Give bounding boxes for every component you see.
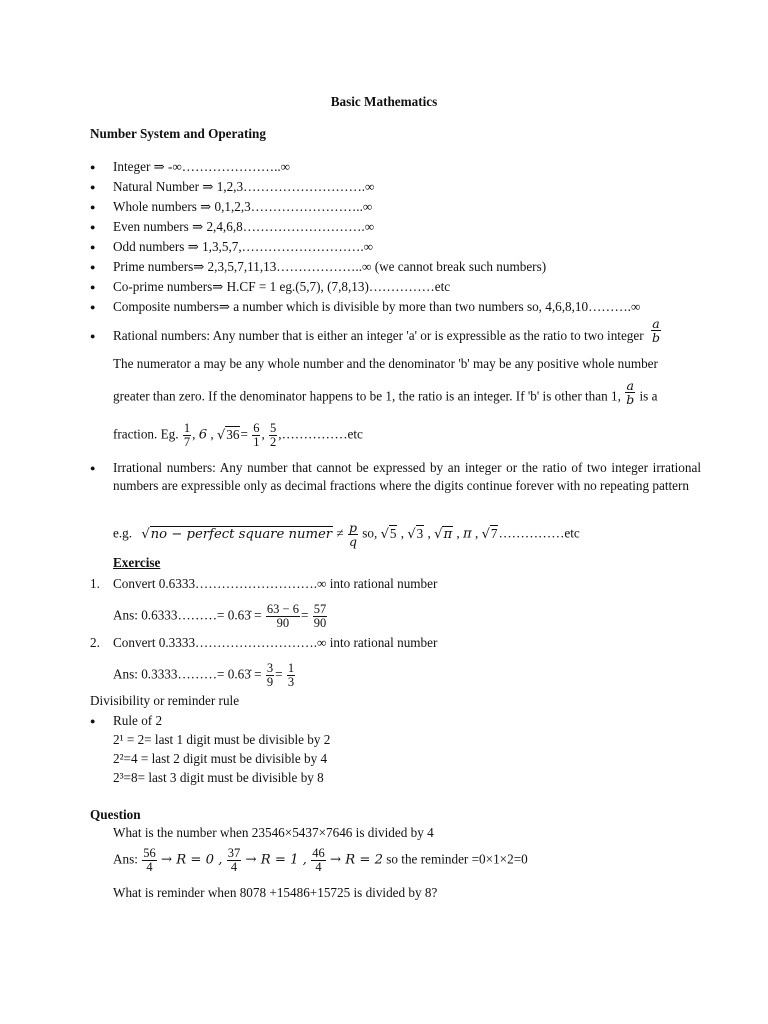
numerator: 46: [312, 846, 325, 860]
section-heading: Number System and Operating: [90, 126, 266, 141]
denominator: b: [626, 392, 635, 408]
irrational-paragraph: Irrational numbers: Any number that cannot be expressed by an integer or the ratio of two integer irrational numbers are expressible only as decimal fractions where the digits continue forever with no repeating pattern: [113, 460, 701, 493]
divisibility-heading: Divisibility or reminder rule: [90, 693, 240, 708]
rational-text: greater than zero. If the denominator happens to be 1, the ratio is an integer. If 'b' is other than 1,: [113, 388, 621, 404]
rational-line-4: fraction. Eg. $\frac{1}{7}$ , 6 , √36= $\frac{6}{1}$ , $\frac{5}{2}$ ,……………etc: [113, 421, 363, 450]
bullet-natural: Natural Number ⇒ 1,2,3……………………….∞: [113, 179, 375, 194]
exercise-number-2: 2.: [90, 635, 100, 650]
fraction-1-7: $\frac{1}{7}$: [183, 421, 191, 450]
bullet-icon: ●: [90, 331, 96, 341]
fraction: [313, 603, 328, 630]
numerator: 1: [287, 661, 295, 675]
question-1-answer: [113, 847, 528, 874]
exercise-answer-1: Ans: 0.6333………= 0.63̇ = $\frac{63 - 6}{90}$ = $\frac{57}{90}$: [113, 602, 327, 631]
bullet-whole: Whole numbers ⇒ 0,1,2,3……………………..∞: [113, 199, 373, 214]
numerator: a: [626, 378, 634, 393]
exercise-heading: Exercise: [113, 555, 161, 570]
rational-text: is a: [639, 388, 658, 404]
answer-tail: so the reminder =0×1×2=0: [386, 851, 528, 867]
numerator: 37: [227, 846, 241, 860]
answer-text: Ans: 0.3333………= 0.63: [113, 666, 251, 682]
irrational-example: e.g. √no − perfect square numer ≠ $\frac{p}{q}$ so, √5 , √3 , √π , π , √7……………etc: [113, 520, 580, 550]
denominator: 90: [266, 616, 300, 630]
rational-text: ,……………etc: [278, 426, 363, 442]
fraction-6-1: $\frac{6}{1}$: [253, 421, 260, 450]
denominator: 3: [287, 675, 295, 690]
bullet-icon: ●: [90, 302, 96, 312]
fraction-a-b: [625, 379, 635, 406]
rule-of-2: Rule of 2: [113, 713, 163, 728]
bullet-icon: ●: [90, 242, 96, 252]
not-equal-sign: ≠: [336, 525, 344, 541]
sqrt-36: √36: [216, 426, 240, 443]
bullet-icon: ●: [90, 262, 96, 272]
so-label: so,: [362, 525, 378, 541]
answer-label: Ans:: [113, 851, 138, 867]
sqrt-expression: √no − perfect square numer: [141, 526, 333, 542]
question-heading: Question: [90, 807, 141, 822]
rule-line-1: 2¹ = 2= last 1 digit must be divisible by 2: [113, 732, 331, 747]
question-2: What is reminder when 8078 +15486+15725 is divided by 8?: [113, 885, 438, 900]
fraction: [266, 603, 300, 630]
bullet-icon: ●: [90, 282, 96, 292]
answer-text: Ans: 0.6333………= 0.63: [113, 607, 251, 623]
fraction: [311, 847, 326, 874]
document-title: Basic Mathematics: [330, 94, 438, 109]
remainder-result: → R = 0 ,: [161, 852, 223, 868]
fraction: [287, 662, 295, 689]
numerator: 57: [313, 602, 327, 616]
denominator: 90: [313, 616, 327, 631]
bullet-integer: Integer ⇒ -∞…………………..∞: [113, 159, 291, 174]
rule-line-2: 2²=4 = last 2 digit must be divisible by 4: [113, 751, 328, 766]
exercise-question-2: Convert 0.3333……………………….∞ into rational number: [113, 635, 438, 650]
question-1: What is the number when 23546×5437×7646 is divided by 4: [113, 825, 434, 840]
numerator: a: [652, 316, 660, 332]
rational-line-2: The numerator a may be any whole number and the denominator 'b' may be any positive whole number: [113, 356, 658, 371]
bullet-odd: Odd numbers ⇒ 1,3,5,7,……………………….∞: [113, 239, 374, 254]
fraction: [142, 847, 157, 874]
exercise-question-1: Convert 0.6333……………………….∞ into rational number: [113, 576, 438, 591]
numerator: 63 − 6: [266, 602, 299, 616]
exercise-number-1: 1.: [90, 576, 100, 591]
fraction-p-q: [348, 521, 358, 548]
numerator: 3: [266, 661, 274, 675]
denominator: 4: [311, 860, 326, 874]
denominator: b: [651, 330, 660, 346]
bullet-icon: ●: [90, 716, 96, 726]
denominator: 9: [266, 675, 274, 690]
bullet-icon: ●: [90, 182, 96, 192]
bullet-composite: Composite numbers⇒ a number which is divisible by more than two numbers so, 4,6,8,10……….∞: [113, 299, 641, 314]
fraction: [266, 662, 274, 689]
bullet-icon: ●: [90, 222, 96, 232]
etc-label: ……………etc: [498, 525, 580, 541]
rational-text: fraction. Eg.: [113, 426, 179, 442]
bullet-even: Even numbers ⇒ 2,4,6,8……………………….∞: [113, 219, 375, 234]
denominator: q: [348, 534, 357, 550]
fraction-a-b: [651, 317, 661, 344]
denominator: 4: [227, 860, 242, 874]
exercise-answer-2: Ans: 0.3333………= 0.63̇ = $\frac{3}{9}$ = $\frac{1}{3}$: [113, 661, 295, 690]
numerator: 56: [143, 846, 156, 860]
fraction-5-2: $\frac{5}{2}$: [270, 421, 277, 450]
denominator: 4: [142, 860, 157, 874]
bullet-icon: ●: [90, 202, 96, 212]
bullet-icon: ●: [90, 162, 96, 172]
rational-line-1: [113, 316, 662, 346]
radicand: no − perfect square numer: [150, 526, 333, 542]
rational-text: Rational numbers: Any number that is either an integer 'a' or is expressible as the ratio to two integer: [113, 328, 644, 343]
rational-line-3: [113, 378, 658, 408]
remainder-result: → R = 1 ,: [245, 852, 307, 868]
bullet-icon: ●: [90, 463, 96, 473]
rule-line-3: 2³=8= last 3 digit must be divisible by 8: [113, 770, 324, 785]
remainder-result: → R = 2: [329, 852, 383, 868]
fraction: [227, 847, 242, 874]
bullet-prime: Prime numbers⇒ 2,3,5,7,11,13………………..∞ (we cannot break such numbers): [113, 259, 547, 274]
bullet-coprime: Co-prime numbers⇒ H.CF = 1 eg.(5,7), (7,8,13)……………etc: [113, 279, 451, 294]
eg-label: e.g.: [113, 525, 133, 541]
numerator: p: [348, 520, 357, 535]
